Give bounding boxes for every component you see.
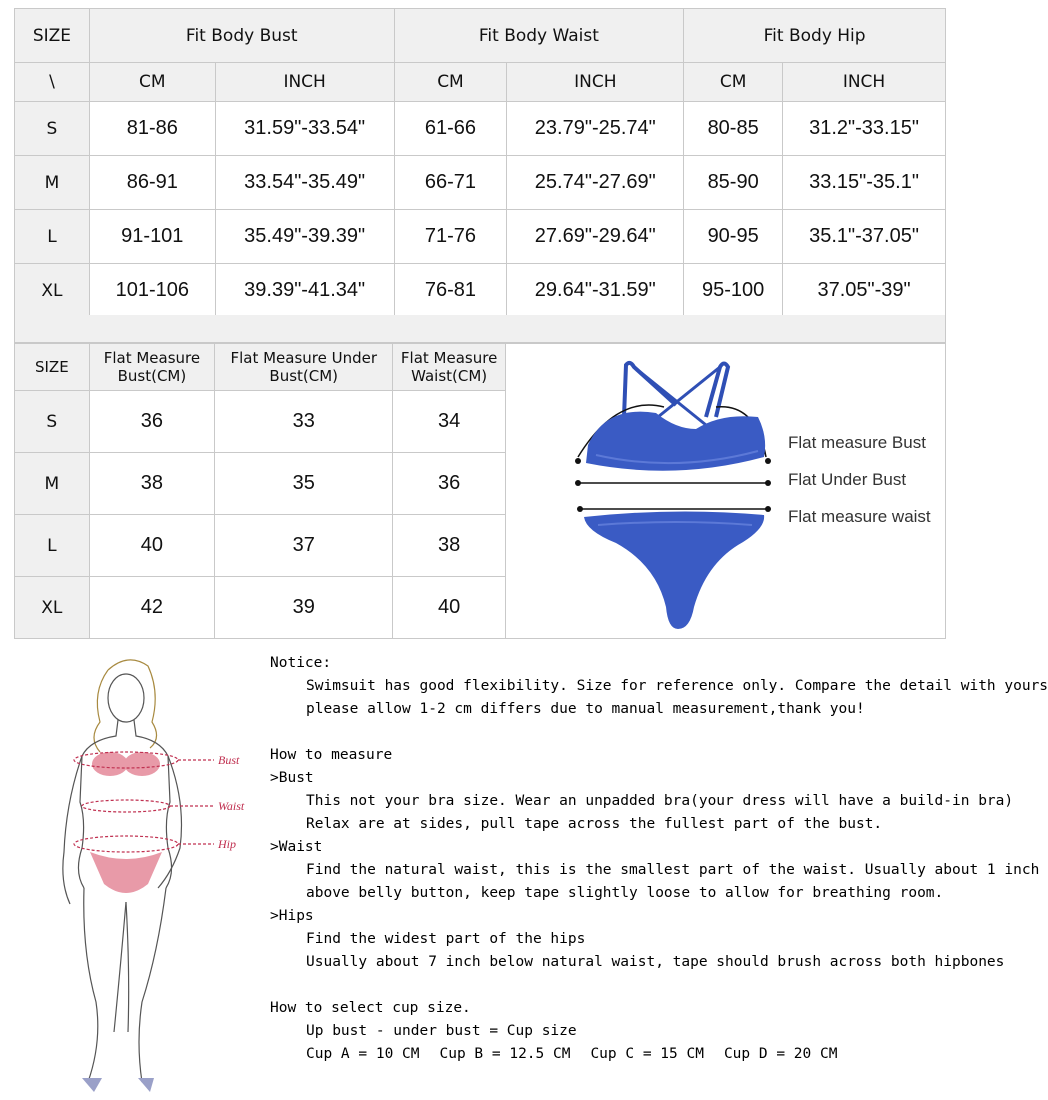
value-cell: 40 — [393, 577, 506, 639]
cup-sizes — [270, 1043, 940, 1066]
flat-bust-header — [89, 344, 215, 391]
waist-line: Find the natural waist, this is the smallest part of the waist. Usually about 1 inch — [306, 862, 1040, 878]
size-cell: S — [15, 102, 90, 156]
measuring-notes — [270, 652, 1048, 1066]
notice-line: please allow 1-2 cm differs due to manual measurement,thank you! — [306, 701, 865, 717]
swimsuit-measure-labels — [788, 433, 931, 544]
cup-title: How to select cup size. — [270, 1000, 471, 1016]
value-cell: 31.2"-33.15" — [783, 102, 946, 156]
bust-line: This not your bra size. Wear an unpadded bra(your dress will have a build-in bra) — [306, 793, 1014, 809]
value-cell: 37.05"-39" — [783, 264, 946, 318]
cup-a: Cup A = 10 CM — [306, 1046, 420, 1062]
bust-group-header: Fit Body Bust — [89, 9, 394, 63]
unit-corner: \ — [15, 63, 90, 102]
value-cell: 37 — [215, 515, 393, 577]
value-cell: 38 — [89, 453, 215, 515]
unit-header: INCH — [783, 63, 946, 102]
value-cell: 34 — [393, 391, 506, 453]
size-cell: XL — [15, 577, 90, 639]
value-cell: 35 — [215, 453, 393, 515]
value-cell: 39 — [215, 577, 393, 639]
table-header-row — [15, 9, 946, 63]
value-cell: 33 — [215, 391, 393, 453]
header-line: Flat Measure — [103, 349, 201, 367]
unit-header: CM — [684, 63, 783, 102]
flat-waist-header — [393, 344, 506, 391]
value-cell: 36 — [393, 453, 506, 515]
bust-title: >Bust — [270, 770, 314, 786]
figure-bust-label: Bust — [218, 753, 240, 767]
value-cell: 90-95 — [684, 210, 783, 264]
value-cell: 23.79"-25.74" — [507, 102, 684, 156]
value-cell: 61-66 — [394, 102, 507, 156]
value-cell: 25.74"-27.69" — [507, 156, 684, 210]
value-cell: 42 — [89, 577, 215, 639]
size-cell: L — [15, 515, 90, 577]
cup-d: Cup D = 20 CM — [723, 1046, 838, 1062]
fit-body-size-table — [14, 8, 946, 318]
value-cell: 35.1"-37.05" — [783, 210, 946, 264]
unit-header: CM — [394, 63, 507, 102]
bust-line: Relax are at sides, pull tape across the fullest part of the bust. — [306, 816, 883, 832]
value-cell: 85-90 — [684, 156, 783, 210]
value-cell: 35.49"-39.39" — [215, 210, 394, 264]
header-line: Bust(CM) — [117, 367, 187, 385]
header-line: Flat Measure Under — [230, 349, 378, 367]
hips-line: Find the widest part of the hips — [306, 931, 586, 947]
header-line: Waist(CM) — [411, 367, 488, 385]
size-cell: XL — [15, 264, 90, 318]
value-cell: 36 — [89, 391, 215, 453]
table-row — [15, 102, 946, 156]
waist-group-header: Fit Body Waist — [394, 9, 684, 63]
value-cell: 38 — [393, 515, 506, 577]
table-separator — [14, 315, 946, 343]
body-measure-figure — [30, 652, 270, 1097]
table-row — [15, 156, 946, 210]
figure-hip-label: Hip — [218, 837, 236, 851]
header-line: Flat Measure — [400, 349, 498, 367]
table-row — [15, 210, 946, 264]
value-cell: 81-86 — [89, 102, 215, 156]
value-cell: 39.39"-41.34" — [215, 264, 394, 318]
value-cell: 66-71 — [394, 156, 507, 210]
flat-measure-bust-label: Flat measure Bust — [788, 433, 926, 452]
flat-measure-waist-label: Flat measure waist — [788, 507, 931, 526]
size-cell: M — [15, 156, 90, 210]
value-cell: 40 — [89, 515, 215, 577]
value-cell: 33.54"-35.49" — [215, 156, 394, 210]
waist-line: above belly button, keep tape slightly loose to allow for breathing room. — [306, 885, 944, 901]
value-cell: 80-85 — [684, 102, 783, 156]
unit-header: INCH — [507, 63, 684, 102]
figure-waist-label: Waist — [218, 799, 245, 813]
value-cell: 95-100 — [684, 264, 783, 318]
size-header: SIZE — [15, 344, 90, 391]
notice-line: Swimsuit has good flexibility. Size for reference only. Compare the detail with yours — [306, 678, 1048, 694]
cup-formula: Up bust - under bust = Cup size — [306, 1023, 577, 1039]
value-cell: 76-81 — [394, 264, 507, 318]
unit-header: INCH — [215, 63, 394, 102]
value-cell: 29.64"-31.59" — [507, 264, 684, 318]
cup-c: Cup C = 15 CM — [590, 1046, 704, 1062]
notice-title: Notice: — [270, 655, 332, 671]
waist-title: >Waist — [270, 839, 323, 855]
value-cell: 86-91 — [89, 156, 215, 210]
hip-group-header: Fit Body Hip — [684, 9, 946, 63]
size-header: SIZE — [15, 9, 90, 63]
size-cell: S — [15, 391, 90, 453]
value-cell: 31.59"-33.54" — [215, 102, 394, 156]
unit-header: CM — [89, 63, 215, 102]
value-cell: 101-106 — [89, 264, 215, 318]
flat-under-bust-header — [215, 344, 393, 391]
value-cell: 33.15"-35.1" — [783, 156, 946, 210]
size-cell: L — [15, 210, 90, 264]
how-to-measure-title: How to measure — [270, 747, 393, 763]
cup-b: Cup B = 12.5 CM — [439, 1046, 571, 1062]
hips-title: >Hips — [270, 908, 314, 924]
unit-header-row — [15, 63, 946, 102]
value-cell: 27.69"-29.64" — [507, 210, 684, 264]
hips-line: Usually about 7 inch below natural waist, tape should brush across both hipbones — [306, 954, 1005, 970]
flat-under-bust-label: Flat Under Bust — [788, 470, 907, 489]
table-row — [15, 264, 946, 318]
value-cell: 91-101 — [89, 210, 215, 264]
header-line: Bust(CM) — [269, 367, 339, 385]
value-cell: 71-76 — [394, 210, 507, 264]
size-cell: M — [15, 453, 90, 515]
table-header-row — [15, 344, 946, 391]
